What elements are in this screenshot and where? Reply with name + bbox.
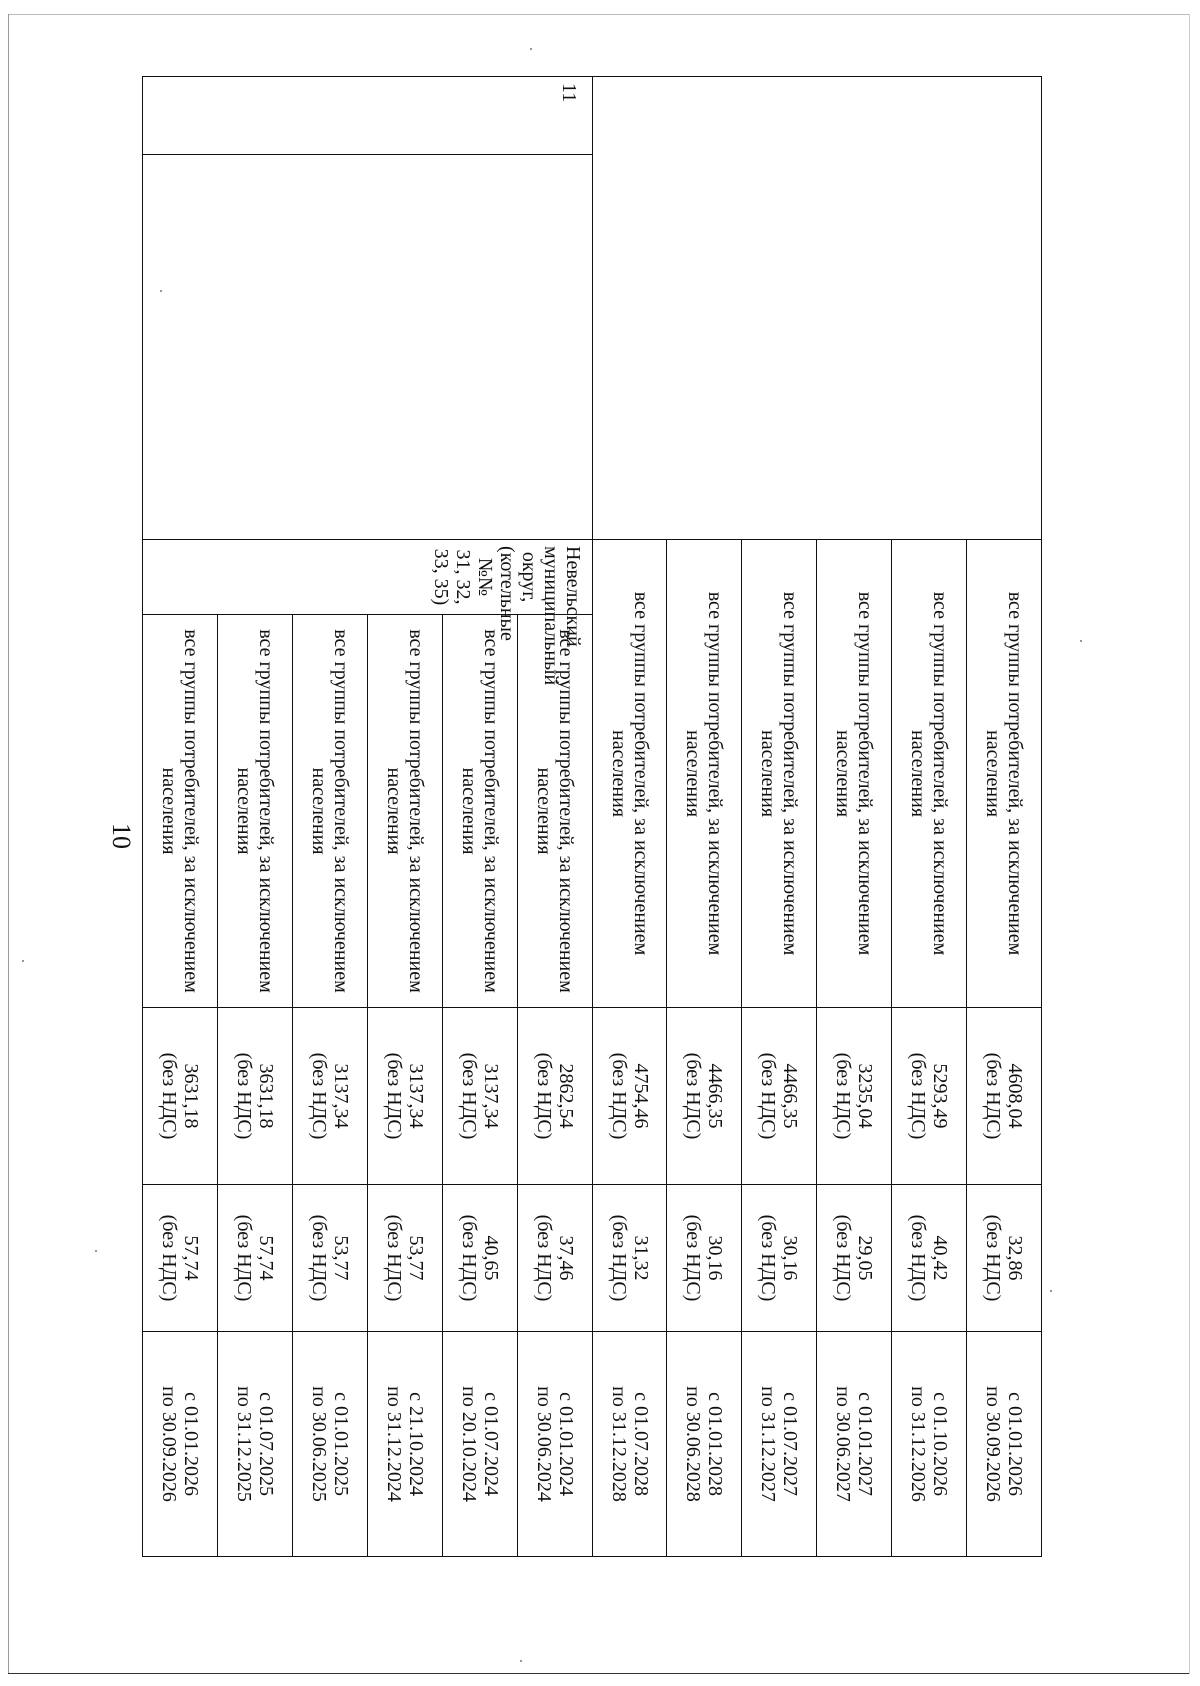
rate-b-cell: 32,86 (без НДС) bbox=[967, 1185, 1042, 1332]
consumers-cell: все группы потребителей, за исключением населения bbox=[292, 615, 367, 1008]
consumers-cell: все группы потребителей, за исключением населения bbox=[967, 540, 1042, 1008]
rate-b-cell: 40,42 (без НДС) bbox=[892, 1185, 967, 1332]
rate-b-cell: 37,46 (без НДС) bbox=[517, 1185, 592, 1332]
empty-merged-cell bbox=[143, 155, 593, 540]
period-cell: с 01.01.2026 по 30.09.2026 bbox=[143, 1332, 218, 1557]
table-row bbox=[517, 77, 592, 1557]
scan-speck bbox=[1050, 1290, 1052, 1292]
consumers-cell: все группы потребителей, за исключением населения bbox=[218, 615, 293, 1008]
rate-b-cell: 53,77 (без НДС) bbox=[292, 1185, 367, 1332]
rate-a-cell: 4754,46 (без НДС) bbox=[592, 1008, 667, 1185]
consumers-cell: все группы потребителей, за исключением населения bbox=[367, 615, 442, 1008]
period-cell: с 01.10.2026 по 31.12.2026 bbox=[892, 1332, 967, 1557]
scan-border-left bbox=[8, 14, 9, 1674]
rate-b-cell: 57,74 (без НДС) bbox=[218, 1185, 293, 1332]
rate-a-cell: 4608,04 (без НДС) bbox=[967, 1008, 1042, 1185]
row-number-cell: 11 bbox=[143, 77, 593, 155]
table-row bbox=[967, 77, 1042, 1557]
rate-b-cell: 53,77 (без НДС) bbox=[367, 1185, 442, 1332]
rate-a-cell: 4466,35 (без НДС) bbox=[742, 1008, 817, 1185]
rate-a-cell: 2862,54 (без НДС) bbox=[517, 1008, 592, 1185]
rate-b-cell: 30,16 (без НДС) bbox=[667, 1185, 742, 1332]
period-cell: с 01.01.2026 по 30.09.2026 bbox=[967, 1332, 1042, 1557]
scan-speck bbox=[1080, 640, 1082, 642]
period-cell: с 01.07.2027 по 31.12.2027 bbox=[742, 1332, 817, 1557]
municipality-cell: Невельский муниципальный округ, (котельные №№ 31, 32, 33, 35) bbox=[143, 540, 593, 615]
consumers-cell: все группы потребителей, за исключением населения bbox=[667, 540, 742, 1008]
consumers-cell: все группы потребителей, за исключением населения bbox=[892, 540, 967, 1008]
rate-a-cell: 4466,35 (без НДС) bbox=[667, 1008, 742, 1185]
rate-a-cell: 3137,34 (без НДС) bbox=[367, 1008, 442, 1185]
scan-speck bbox=[530, 48, 532, 50]
consumers-cell: все группы потребителей, за исключением населения bbox=[817, 540, 892, 1008]
rate-a-cell: 3137,34 (без НДС) bbox=[292, 1008, 367, 1185]
scan-border-right bbox=[1189, 14, 1190, 1674]
period-cell: с 01.01.2025 по 30.06.2025 bbox=[292, 1332, 367, 1557]
period-cell: с 01.07.2028 по 31.12.2028 bbox=[592, 1332, 667, 1557]
period-cell: с 01.01.2027 по 30.06.2027 bbox=[817, 1332, 892, 1557]
scan-speck bbox=[22, 960, 24, 962]
rate-b-cell: 57,74 (без НДС) bbox=[143, 1185, 218, 1332]
rate-b-cell: 40,65 (без НДС) bbox=[442, 1185, 517, 1332]
scan-border-top bbox=[8, 14, 1190, 15]
consumers-cell: все группы потребителей, за исключением населения bbox=[592, 540, 667, 1008]
scan-speck bbox=[160, 290, 162, 292]
period-cell: с 01.01.2024 по 30.06.2024 bbox=[517, 1332, 592, 1557]
rotated-page bbox=[107, 76, 1042, 1556]
period-cell: с 01.07.2025 по 31.12.2025 bbox=[218, 1332, 293, 1557]
consumers-cell: все группы потребителей, за исключением населения bbox=[517, 615, 592, 1008]
scan-border-bottom bbox=[8, 1673, 1190, 1674]
scan-speck bbox=[95, 1250, 97, 1252]
period-cell: с 01.01.2028 по 30.06.2028 bbox=[667, 1332, 742, 1557]
period-cell: с 01.07.2024 по 20.10.2024 bbox=[442, 1332, 517, 1557]
rate-a-cell: 3631,18 (без НДС) bbox=[143, 1008, 218, 1185]
rate-b-cell: 29,05 (без НДС) bbox=[817, 1185, 892, 1332]
rate-a-cell: 3235,04 (без НДС) bbox=[817, 1008, 892, 1185]
empty-merged-cell bbox=[592, 77, 1041, 540]
tariff-table bbox=[142, 76, 1042, 1557]
consumers-cell: все группы потребителей, за исключением населения bbox=[442, 615, 517, 1008]
rate-b-cell: 31,32 (без НДС) bbox=[592, 1185, 667, 1332]
scan-speck bbox=[520, 1660, 522, 1662]
consumers-cell: все группы потребителей, за исключением населения bbox=[742, 540, 817, 1008]
rate-a-cell: 3631,18 (без НДС) bbox=[218, 1008, 293, 1185]
page-number: 10 bbox=[107, 823, 136, 849]
consumers-cell: все группы потребителей, за исключением населения bbox=[143, 615, 218, 1008]
rate-b-cell: 30,16 (без НДС) bbox=[742, 1185, 817, 1332]
rate-a-cell: 5293,49 (без НДС) bbox=[892, 1008, 967, 1185]
rate-a-cell: 3137,34 (без НДС) bbox=[442, 1008, 517, 1185]
period-cell: с 21.10.2024 по 31.12.2024 bbox=[367, 1332, 442, 1557]
